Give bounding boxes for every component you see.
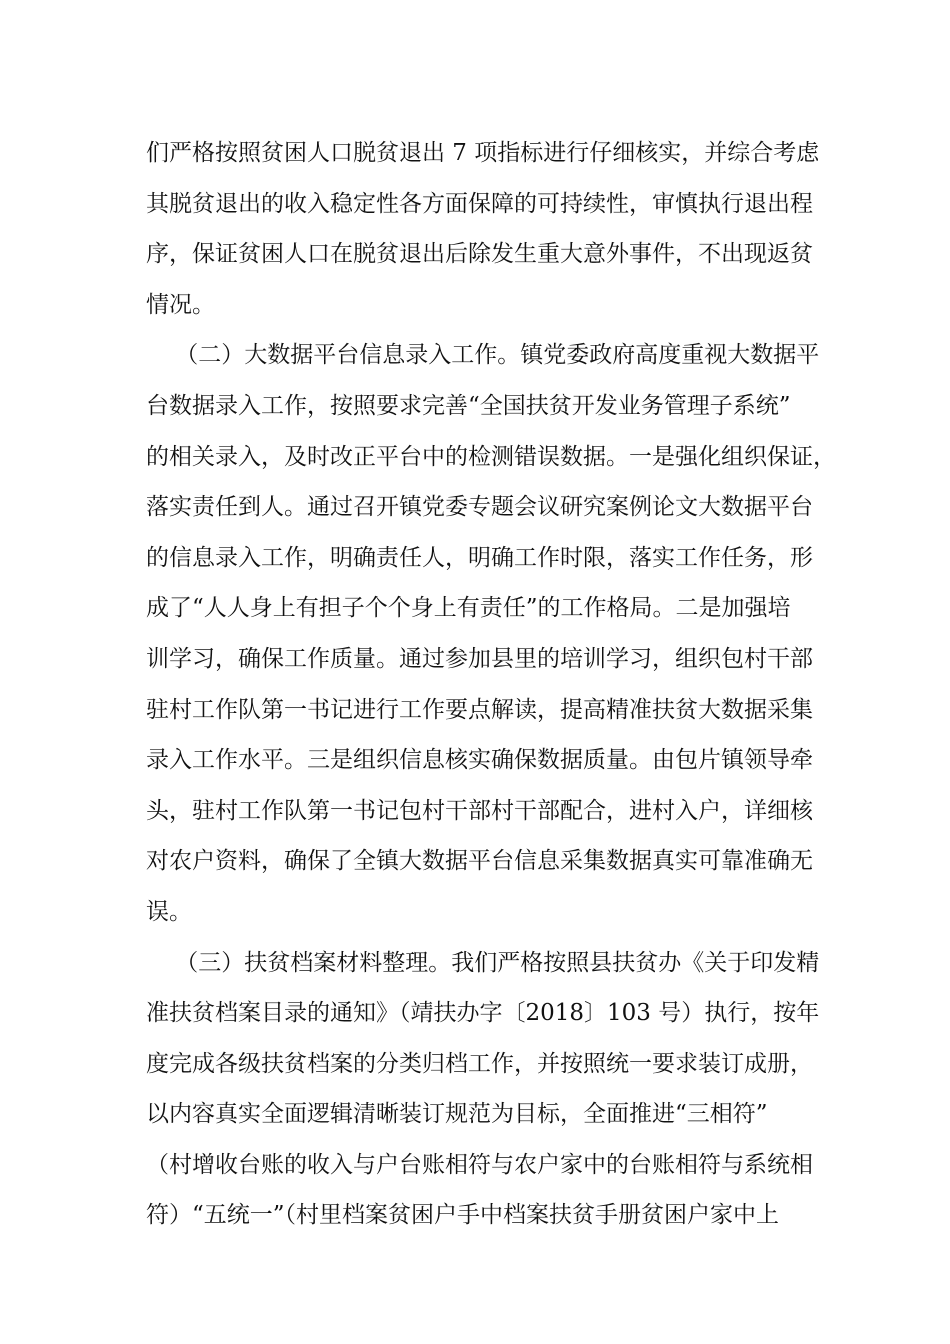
- text-line: 序，保证贫困人口在脱贫退出后除发生重大意外事件，不出现返贫: [146, 241, 813, 268]
- text-line: 对农户资料，确保了全镇大数据平台信息采集数据真实可靠准确无: [146, 848, 813, 875]
- text-line: 度完成各级扶贫档案的分类归档工作，并按照统一要求装订成册，: [146, 1050, 813, 1077]
- text-line: 录入工作水平。三是组织信息核实确保数据质量。由包片镇领导牵: [146, 747, 813, 774]
- text-line: 头，驻村工作队第一书记包村干部村干部配合，进村入户，详细核: [146, 797, 813, 824]
- text-line: 情况。: [146, 291, 215, 318]
- text-line: （村增收台账的收入与户台账相符与农户家中的台账相符与系统相: [146, 1151, 813, 1178]
- text-line: 驻村工作队第一书记进行工作要点解读，提高精准扶贫大数据采集: [146, 696, 813, 723]
- text-line: 准扶贫档案目录的通知》（靖扶办字〔2018〕103 号）执行，按年: [146, 1000, 820, 1027]
- text-line: 们严格按照贫困人口脱贫退出 7 项指标进行仔细核实，并综合考虑: [146, 140, 820, 166]
- text-line: 的相关录入，及时改正平台中的检测错误数据。一是强化组织保证，: [146, 443, 836, 470]
- text-line: 其脱贫退出的收入稳定性各方面保障的可持续性，审慎执行退出程: [146, 190, 813, 217]
- text-line: 落实责任到人。通过召开镇党委专题会议研究案例论文大数据平台: [146, 494, 813, 521]
- text-line: 训学习，确保工作质量。通过参加县里的培训学习，组织包村干部: [146, 645, 813, 672]
- text-line: （三）扶贫档案材料整理。我们严格按照县扶贫办《关于印发精: [146, 949, 820, 976]
- text-line: （二）大数据平台信息录入工作。镇党委政府高度重视大数据平: [146, 342, 820, 369]
- text-line: 符）“五统一”（村里档案贫困户手中档案扶贫手册贫困户家中上: [146, 1202, 780, 1229]
- text-line: 以内容真实全面逻辑清晰装订规范为目标，全面推进“三相符”: [146, 1101, 768, 1128]
- text-line: 台数据录入工作，按照要求完善“全国扶贫开发业务管理子系统”: [146, 392, 791, 419]
- text-line: 的信息录入工作，明确责任人，明确工作时限，落实工作任务，形: [146, 544, 813, 571]
- body-text: [146, 136, 836, 1249]
- text-line: 误。: [146, 898, 192, 925]
- text-line: 成了“人人身上有担子个个身上有责任”的工作格局。二是加强培: [146, 595, 791, 622]
